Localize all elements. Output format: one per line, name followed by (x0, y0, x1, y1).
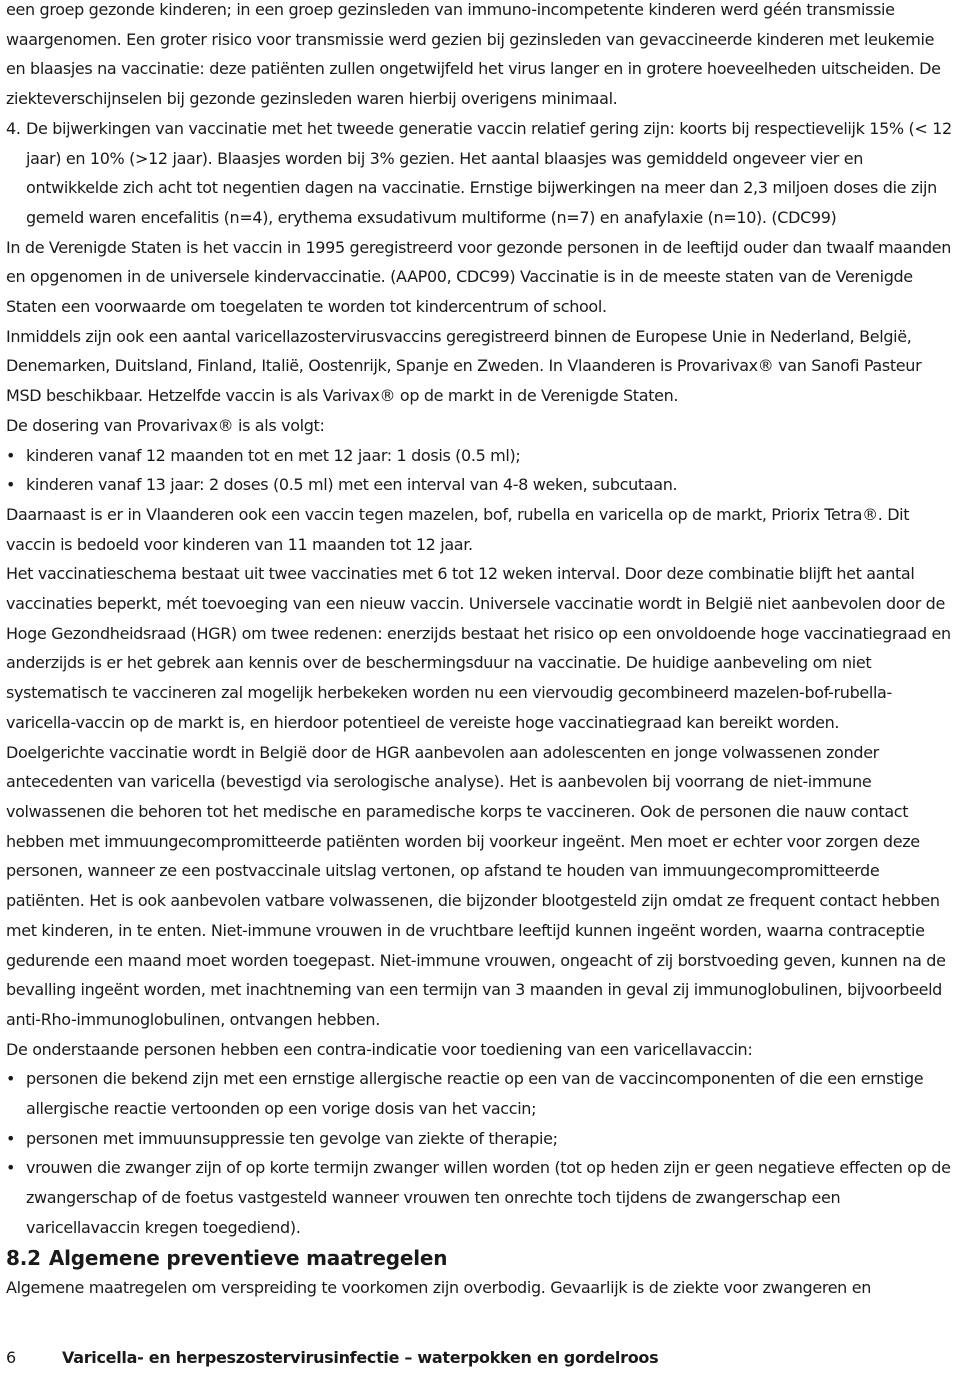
paragraph-dosing-intro: De dosering van Provarivax® is als volgt: (6, 415, 325, 435)
list-item: • vrouwen die zwanger zijn of op korte termijn zwanger willen worden (tot op heden zijn er geen negatieve effecten op de zwangerschap of de foetus vastgesteld wanneer vrouwen ten onrechte toch tijdens de zwangerschap een varicellavaccin kregen toegediend). (6, 1153, 956, 1242)
section-title: Algemene preventieve maatregelen (48, 1245, 448, 1270)
item-text: De bijwerkingen van vaccinatie met het tweede generatie vaccin relatief gering zijn: koorts bij respectievelijk 15% (< 12 jaar) en 10% (>12 jaar). Blaasjes worden bij 3% gezien. Het aantal blaasjes was gemiddeld ongeveer vier en ontwikkelde zich acht tot negentien dagen na vaccinatie. Ernstige bijwerkingen na meer dan 2,3 miljoen doses die zijn gemeld waren encefalitis (n=4), erythema exsudativum multiforme (n=7) en anafylaxie (n=10). (CDC99) (26, 118, 952, 227)
list-item: • kinderen vanaf 12 maanden tot en met 12 jaar: 1 dosis (0.5 ml); (6, 441, 956, 471)
paragraph-eu-registration: Inmiddels zijn ook een aantal varicellazostervirusvaccins geregistreerd binnen de Europese Unie in Nederland, België, Denemarken, Duitsland, Finland, Italië, Oostenrijk, Spanje en Zweden. In Vlaanderen is Provarivax® van Sanofi Pasteur MSD beschikbaar. Hetzelfde vaccin is als Varivax® op de markt in de Verenigde Staten. (6, 326, 922, 406)
page-footer (6, 1348, 658, 1367)
paragraph-transmission: een groep gezonde kinderen; in een groep gezinsleden van immuno-incompetente kinderen werd géén transmissie waargenomen. Een groter risico voor transmissie werd gezien bij gezinsleden van gevaccineerde kinderen met leukemie en blaasjes na vaccinatie: deze patiënten zullen ongetwijfeld het virus langer en in grotere hoeveelheden uitscheiden. De ziekteverschijnselen bij gezonde gezinsleden waren hierbij overigens minimaal. (6, 0, 941, 109)
paragraph-priorix: Daarnaast is er in Vlaanderen ook een vaccin tegen mazelen, bof, rubella en varicella op de markt, Priorix Tetra®. Dit vaccin is bedoeld voor kinderen van 11 maanden tot 12 jaar. (6, 504, 910, 554)
paragraph-general-measures: Algemene maatregelen om verspreiding te voorkomen zijn overbodig. Gevaarlijk is de ziekte voor zwangeren en (6, 1277, 871, 1297)
list-item: • personen met immuunsuppressie ten gevolge van ziekte of therapie; (6, 1124, 956, 1154)
paragraph-united-states: In de Verenigde Staten is het vaccin in 1995 geregistreerd voor gezonde personen in de leeftijd ouder dan twaalf maanden en opgenomen in de universele kindervaccinatie. (AAP00, CDC99) Vaccinatie is in de meeste staten van de Verenigde Staten een voorwaarde om toegelaten te worden tot kindercentrum of school. (6, 237, 952, 317)
numbered-item-4 (6, 114, 956, 233)
paragraph-schedule: Het vaccinatieschema bestaat uit twee vaccinaties met 6 tot 12 weken interval. Door deze combinatie blijft het aantal vaccinaties beperkt, mét toevoeging van een nieuw vaccin. Universele vaccinatie wordt in België niet aanbevolen door de Hoge Gezondheidsraad (HGR) om twee redenen: enerzijds bestaat het risico op een onvoldoende hoge vaccinatiegraad en anderzijds is er het gebrek aan kennis over de beschermingsduur na vaccinatie. De huidige aanbeveling om niet systematisch te vaccineren zal mogelijk herbekeken worden nu een viervoudig gecombineerd mazelen-bof-rubella-varicella-vaccin op de markt is, en hierdoor potentieel de vereiste hoge vaccinatiegraad kan bereikt worden. (6, 564, 951, 732)
contraindication-list (6, 1064, 956, 1242)
section-number: 8.2 (6, 1245, 41, 1270)
page-number: 6 (6, 1348, 16, 1367)
paragraph-contraindication-intro: De onderstaande personen hebben een contra-indicatie voor toediening van een varicellavaccin: (6, 1039, 753, 1059)
section-heading (6, 1243, 956, 1273)
document-page (6, 0, 956, 1302)
list-item: • personen die bekend zijn met een ernstige allergische reactie op een van de vaccincomponenten of die een ernstige allergische reactie vertoonden op een vorige dosis van het vaccin; (6, 1064, 956, 1123)
item-number: 4. (6, 118, 21, 138)
list-item: • kinderen vanaf 13 jaar: 2 doses (0.5 ml) met een interval van 4-8 weken, subcutaan. (6, 470, 956, 500)
paragraph-targeted-vaccination: Doelgerichte vaccinatie wordt in België door de HGR aanbevolen aan adolescenten en jonge volwassenen zonder antecedenten van varicella (bevestigd via serologische analyse). Het is aanbevolen bij voorrang de niet-immune volwassenen die behoren tot het medische en paramedische korps te vaccineren. Ook de personen die nauw contact hebben met immuungecompromitteerde patiënten worden bij voorkeur ingeënt. Men moet er echter voor zorgen deze personen, wanneer ze een postvaccinale uitslag vertonen, op afstand te houden van immuungecompromitteerde patiënten. Het is ook aanbevolen vatbare volwassenen, die bijzonder blootgesteld zijn omdat ze frequent contact hebben met kinderen, in te enten. Niet-immune vrouwen in de vruchtbare leeftijd kunnen ingeënt worden, waarna contraceptie gedurende een maand moet worden toegepast. Niet-immune vrouwen, ongeacht of zij borstvoeding geven, kunnen na de bevalling ingeënt worden, met inachtneming van een termijn van 3 maanden in geval zij immunoglobulinen, bijvoorbeeld anti-Rho-immunoglobulinen, ontvangen hebben. (6, 742, 946, 1029)
running-title: Varicella- en herpeszostervirusinfectie – waterpokken en gordelroos (62, 1348, 659, 1367)
dosing-list (6, 441, 956, 500)
